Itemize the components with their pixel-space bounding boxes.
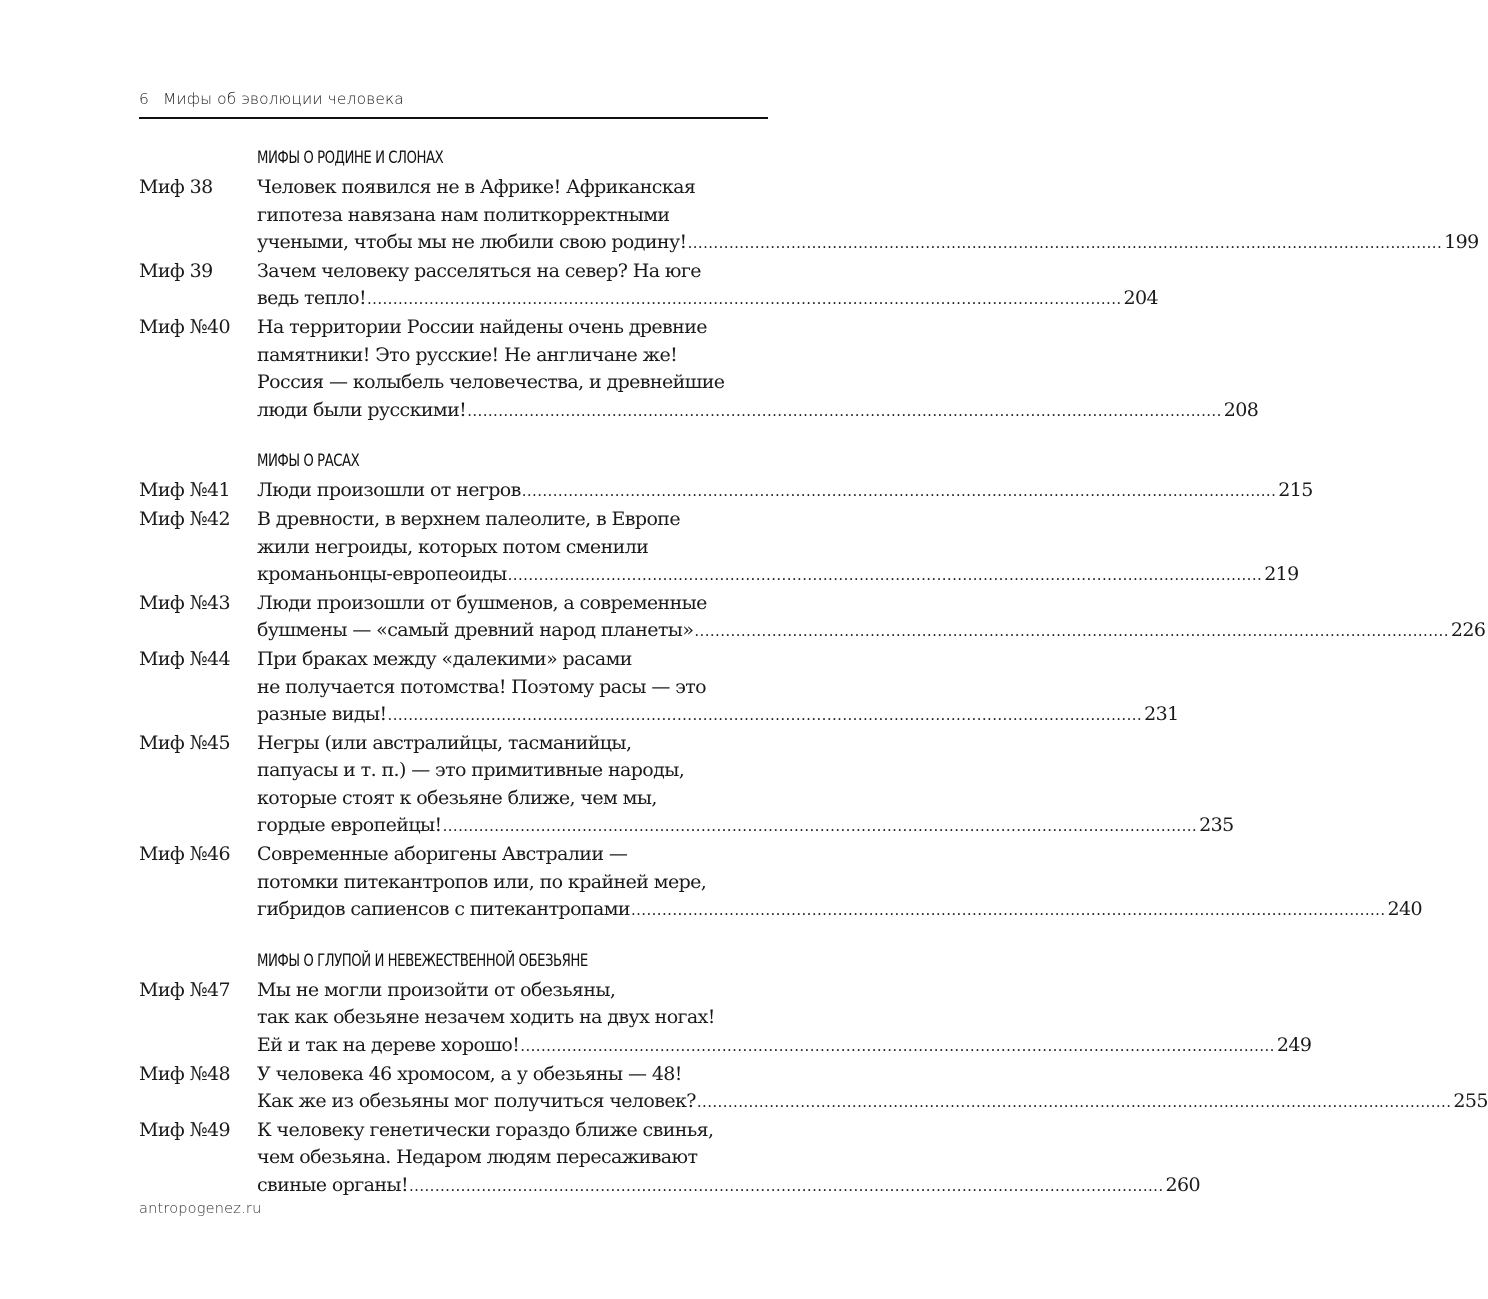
entry-title: [257, 314, 1258, 425]
title-line: ведь тепло!: [257, 287, 366, 310]
title-last-line: [257, 1172, 1200, 1201]
title-line: Мы не могли произойти от обезьяны,: [257, 978, 616, 1001]
myth-number: Миф 38: [139, 176, 213, 198]
entry-title: [257, 590, 1485, 646]
title-line: При браках между «далекими» расами: [257, 647, 632, 670]
myth-number: Миф №47: [139, 978, 230, 1001]
page-reference[interactable]: 249: [1276, 1034, 1312, 1057]
title-line: гибридов сапиенсов с питекантропами: [257, 898, 630, 921]
myth-number: Миф №44: [139, 647, 230, 670]
title-line: Человек появился не в Африке! Африканская: [257, 176, 696, 198]
entry-title: [257, 1061, 1488, 1117]
title-line: которые стоят к обезьяне ближе, чем мы,: [257, 786, 657, 809]
dot-leader: [697, 1089, 1452, 1117]
title-last-line: [257, 1032, 1311, 1061]
title-line: Люди произошли от бушменов, а современные: [257, 591, 707, 614]
toc-entry[interactable]: [139, 977, 1312, 1061]
toc-entry[interactable]: [139, 506, 1299, 590]
running-head: [139, 90, 768, 108]
title-line: разные виды!: [257, 703, 387, 726]
entry-title: [257, 258, 1158, 314]
title-line: не получается потомства! Поэтому расы — это: [257, 675, 707, 698]
page-reference[interactable]: 208: [1223, 398, 1259, 421]
page-reference[interactable]: 204: [1123, 287, 1159, 310]
title-line: так как обезьяне незачем ходить на двух ногах!: [257, 1006, 715, 1029]
myth-number: Миф №45: [139, 731, 230, 754]
title-line: Негры (или австралийцы, тасманийцы,: [257, 731, 632, 754]
myth-number: Миф №43: [139, 591, 230, 614]
title-line: К человеку генетически гораздо ближе свинья,: [257, 1118, 714, 1141]
title-line: гипотеза навязана нам политкорректными: [257, 203, 670, 226]
title-line: Как же из обезьяны мог получиться человек?: [257, 1090, 696, 1113]
toc-entry[interactable]: [139, 730, 1234, 841]
dot-leader: [522, 478, 1277, 506]
title-line: жили негроиды, которых потом сменили: [257, 535, 649, 558]
entry-title: [257, 977, 1311, 1061]
title-line: свиные органы!: [257, 1174, 408, 1196]
dot-leader: [388, 702, 1143, 730]
title-last-line: [257, 229, 1479, 258]
dot-leader: [520, 1033, 1275, 1061]
entry-title: [257, 174, 1479, 258]
dot-leader: [688, 230, 1443, 258]
section-heading: МИФЫ О РАСАХ: [257, 451, 360, 472]
dot-leader: [694, 618, 1449, 646]
toc-entry[interactable]: [139, 646, 1179, 730]
myth-number: Миф 39: [139, 259, 213, 282]
title-line: папуасы и т. п.) — это примитивные народы,: [257, 759, 685, 782]
title-last-line: [257, 397, 1258, 426]
book-title: Мифы об эволюции человека: [163, 90, 404, 108]
title-last-line: [257, 477, 1313, 506]
page-reference[interactable]: 235: [1199, 814, 1234, 837]
toc-entry[interactable]: [139, 477, 1313, 506]
dot-leader: [508, 562, 1263, 590]
dot-leader: [467, 398, 1222, 426]
entry-title: [257, 506, 1299, 590]
myth-number: Миф №40: [139, 315, 230, 338]
footer-url: antropogenez.ru: [139, 1201, 262, 1217]
dot-leader: [367, 286, 1122, 314]
page-reference[interactable]: 231: [1144, 703, 1179, 726]
title-last-line: [257, 617, 1485, 646]
title-line: люди были русскими!: [257, 398, 467, 421]
page-reference[interactable]: 215: [1278, 479, 1313, 502]
title-last-line: [257, 701, 1179, 730]
page-reference[interactable]: 219: [1264, 563, 1299, 586]
entry-title: [257, 730, 1234, 841]
title-line: Зачем человеку расселяться на север? На юге: [257, 259, 701, 282]
myth-number: Миф №42: [139, 507, 230, 530]
header-rule: [139, 117, 768, 119]
page-number: 6: [139, 90, 149, 108]
section-heading: МИФЫ О РОДИНЕ И СЛОНАХ: [257, 148, 444, 168]
myth-number: Миф №48: [139, 1062, 230, 1085]
toc-entry[interactable]: [139, 590, 1486, 646]
myth-number: Миф №49: [139, 1118, 230, 1141]
dot-leader: [631, 897, 1386, 925]
title-last-line: [257, 285, 1158, 314]
section-heading: МИФЫ О ГЛУПОЙ И НЕВЕЖЕСТВЕННОЙ ОБЕЗЬЯНЕ: [257, 950, 588, 971]
title-line: памятники! Это русские! Не англичане же!: [257, 343, 678, 366]
toc-entry[interactable]: [139, 314, 1259, 425]
page-reference[interactable]: 255: [1453, 1090, 1488, 1113]
title-line: Россия — колыбель человечества, и древнейшие: [257, 371, 725, 394]
toc-entry[interactable]: [139, 1061, 1488, 1117]
dot-leader: [409, 1173, 1164, 1201]
title-line: Современные аборигены Австралии —: [257, 843, 628, 866]
page-reference[interactable]: 260: [1165, 1174, 1200, 1196]
title-line: учеными, чтобы мы не любили свою родину!: [257, 231, 687, 254]
dot-leader: [443, 813, 1198, 841]
title-line: чем обезьяна. Недаром людям пересаживают: [257, 1146, 698, 1169]
entry-title: [257, 841, 1422, 925]
entry-title: [257, 1117, 1200, 1201]
myth-number: Миф №46: [139, 843, 230, 866]
entry-title: [257, 477, 1313, 506]
entry-title: [257, 646, 1179, 730]
toc-entry[interactable]: [139, 258, 1159, 314]
title-line: У человека 46 хромосом, а у обезьяны — 48!: [257, 1062, 682, 1085]
page-reference[interactable]: 226: [1450, 619, 1486, 642]
page-reference[interactable]: 240: [1387, 898, 1422, 921]
title-line: Люди произошли от негров: [257, 479, 521, 502]
title-line: гордые европейцы!: [257, 814, 442, 837]
title-line: потомки питекантропов или, по крайней мере,: [257, 870, 707, 893]
page-reference[interactable]: 199: [1444, 231, 1479, 254]
title-line: На территории России найдены очень древние: [257, 315, 707, 338]
title-last-line: [257, 812, 1234, 841]
toc-entry[interactable]: [139, 841, 1422, 925]
title-last-line: [257, 896, 1422, 925]
toc-entry[interactable]: [139, 174, 1479, 258]
title-last-line: [257, 1088, 1488, 1117]
title-last-line: [257, 561, 1299, 590]
title-line: бушмены — «самый древний народ планеты»: [257, 619, 694, 642]
title-line: В древности, в верхнем палеолите, в Европе: [257, 507, 681, 530]
title-line: кроманьонцы-европеоиды: [257, 563, 507, 586]
table-of-contents: [139, 142, 1488, 1201]
myth-number: Миф №41: [139, 479, 230, 502]
toc-entry[interactable]: [139, 1117, 1200, 1201]
title-line: Ей и так на дереве хорошо!: [257, 1034, 520, 1057]
